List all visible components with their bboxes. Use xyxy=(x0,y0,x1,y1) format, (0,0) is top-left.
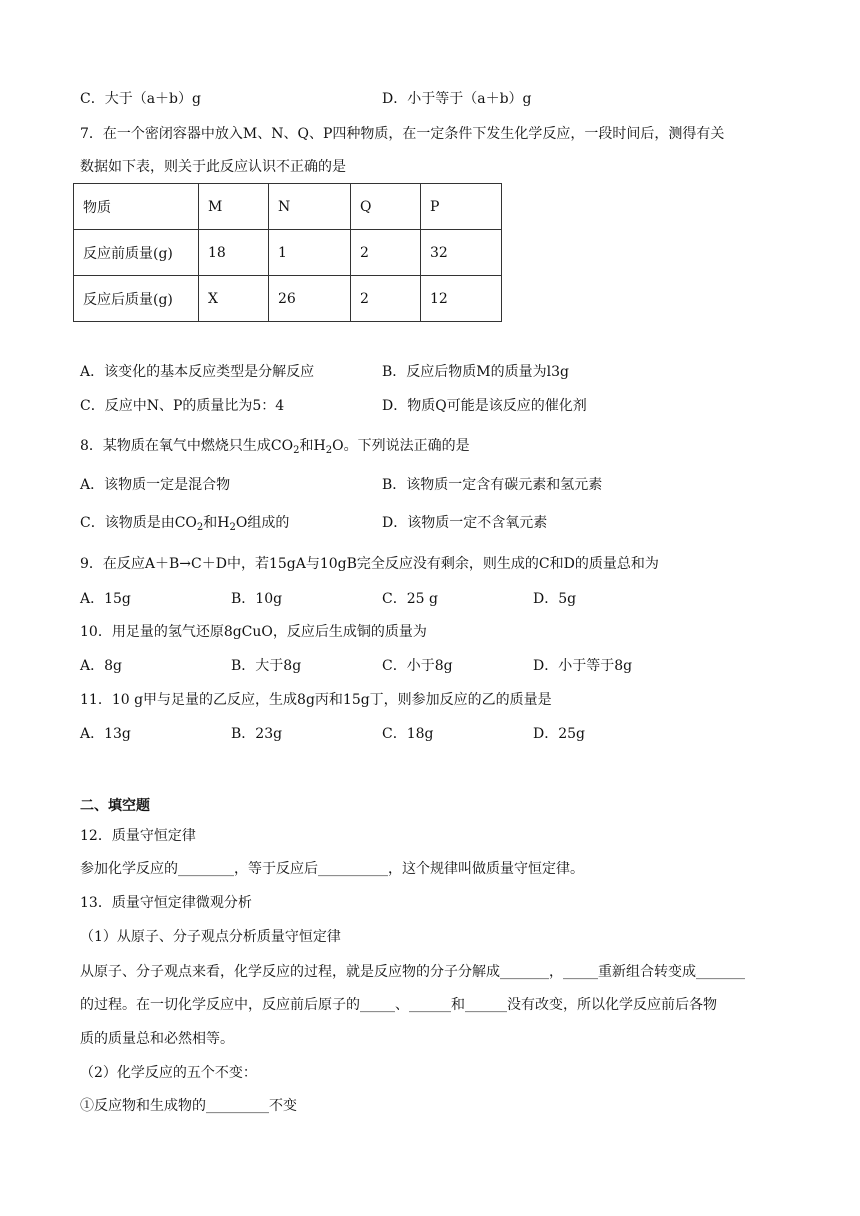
q8-option-d: D．该物质一定不含氧元素 xyxy=(382,515,548,531)
q10-option-b: B．大于8g xyxy=(231,658,302,674)
q10-option-c: C．小于8g xyxy=(382,658,453,674)
q8-option-c: C．该物质是由$CO_2$和$H_2O$组成的 xyxy=(80,515,290,533)
q9-option-d: D．5g xyxy=(533,591,577,607)
table-cell: P xyxy=(421,184,502,230)
q7-option-c: C．反应中N、P的质量比为5：4 xyxy=(80,398,285,414)
section-heading: 二、填空题 xyxy=(80,798,150,814)
q13-subheading-1: （1）从原子、分子观点分析质量守恒定律 xyxy=(80,929,341,945)
q11-option-b: B．23g xyxy=(231,726,283,742)
table-cell: 2 xyxy=(351,230,421,276)
q8-option-a: A．该物质一定是混合物 xyxy=(80,477,231,493)
q9-option-c: C．25 g xyxy=(382,591,438,607)
mass-data-table xyxy=(73,183,502,322)
q12-title: 12．质量守恒定律 xyxy=(80,828,196,844)
q7-option-d: D．物质Q可能是该反应的催化剂 xyxy=(382,398,587,414)
q13-title: 13．质量守恒定律微观分析 xyxy=(80,895,252,911)
q8-stem: 8．某物质在氧气中燃烧只生成$CO_2$和$H_2O$。下列说法正确的是 xyxy=(80,438,470,456)
table-row xyxy=(74,184,502,230)
table-cell: 26 xyxy=(269,276,351,322)
table-row xyxy=(74,230,502,276)
q13-paragraph-line3: 质的质量总和必然相等。 xyxy=(80,1031,234,1047)
q12-body: 参加化学反应的________，等于反应后__________，这个规律叫做质量守恒定律。 xyxy=(80,861,584,877)
q7-option-b: B．反应后物质M的质量为l3g xyxy=(382,364,569,380)
q7-stem-line1: 7．在一个密闭容器中放入M、N、Q、P四种物质，在一定条件下发生化学反应，一段时间后，测得有关 xyxy=(80,126,725,142)
table-cell: 12 xyxy=(421,276,502,322)
table-cell: 反应后质量(g) xyxy=(74,276,199,322)
q13-item-1: ①反应物和生成物的_________不变 xyxy=(80,1098,297,1114)
q10-option-a: A．8g xyxy=(80,658,122,674)
table-cell: X xyxy=(199,276,269,322)
table-cell: M xyxy=(199,184,269,230)
q11-option-d: D．25g xyxy=(533,726,586,742)
table-cell: 反应前质量(g) xyxy=(74,230,199,276)
table-cell: 物质 xyxy=(74,184,199,230)
q9-option-a: A．15g xyxy=(80,591,131,607)
table-row xyxy=(74,276,502,322)
table-cell: Q xyxy=(351,184,421,230)
q11-option-a: A．13g xyxy=(80,726,131,742)
table-cell: 18 xyxy=(199,230,269,276)
q9-option-b: B．10g xyxy=(231,591,283,607)
q6-option-c: C．大于（a＋b）g xyxy=(80,91,201,107)
q6-option-d: D．小于等于（a＋b）g xyxy=(382,91,532,107)
q10-option-d: D．小于等于8g xyxy=(533,658,633,674)
table-cell: 32 xyxy=(421,230,502,276)
table-cell: N xyxy=(269,184,351,230)
q10-stem: 10．用足量的氢气还原8gCuO，反应后生成铜的质量为 xyxy=(80,624,427,640)
table-cell: 2 xyxy=(351,276,421,322)
q8-option-b: B．该物质一定含有碳元素和氢元素 xyxy=(382,477,603,493)
table-cell: 1 xyxy=(269,230,351,276)
q9-stem: 9．在反应A＋B→C＋D中，若15gA与10gB完全反应没有剩余，则生成的C和D的质量总和为 xyxy=(80,556,659,572)
q7-stem-line2: 数据如下表，则关于此反应认识不正确的是 xyxy=(80,159,346,175)
q7-option-a: A．该变化的基本反应类型是分解反应 xyxy=(80,364,315,380)
q13-paragraph-line2: 的过程。在一切化学反应中，反应前后原子的_____、______和______没有改变，所以化学反应前后各物 xyxy=(80,997,717,1013)
q11-stem: 11．10 g甲与足量的乙反应，生成8g丙和15g丁，则参加反应的乙的质量是 xyxy=(80,692,552,708)
q13-subheading-2: （2）化学反应的五个不变： xyxy=(80,1065,257,1081)
q11-option-c: C．18g xyxy=(382,726,434,742)
q13-paragraph-line1: 从原子、分子观点来看，化学反应的过程，就是反应物的分子分解成_______，_____重新组合转变成_______ xyxy=(80,964,745,980)
